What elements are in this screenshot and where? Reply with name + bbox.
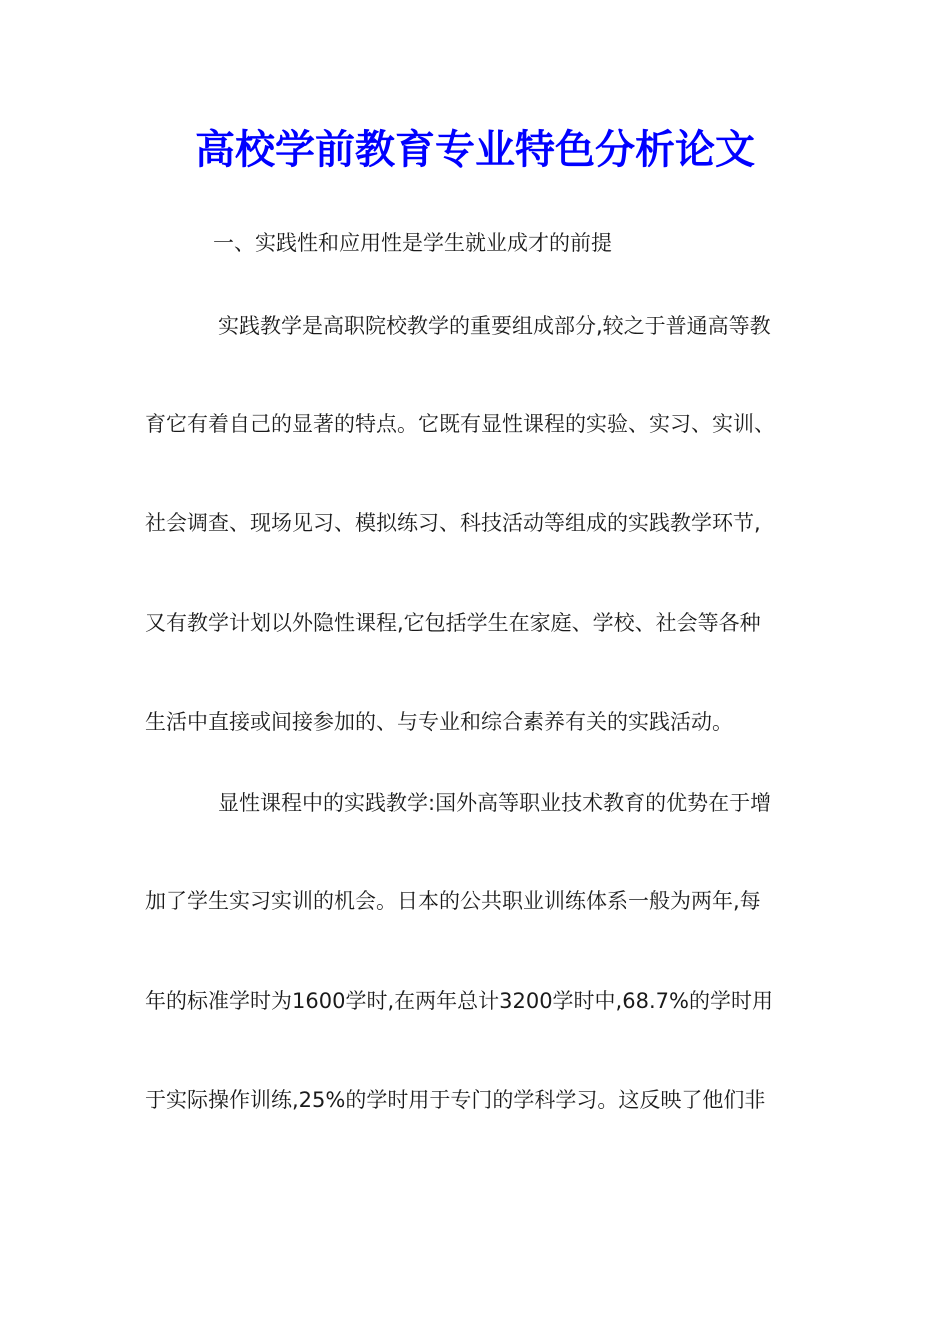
paragraph-2-line-2: 加了学生实习实训的机会。日本的公共职业训练体系一般为两年,每 <box>145 889 761 913</box>
paragraph-1-line-3: 社会调查、现场见习、模拟练习、科技活动等组成的实践教学环节, <box>145 511 761 535</box>
paragraph-1-line-5: 生活中直接或间接参加的、与专业和综合素养有关的实践活动。 <box>145 710 733 734</box>
paragraph-1-line-4: 又有教学计划以外隐性课程,它包括学生在家庭、学校、社会等各种 <box>145 611 761 635</box>
paragraph-2-line-3: 年的标准学时为1600学时,在两年总计3200学时中,68.7%的学时用 <box>145 989 773 1013</box>
section-heading: 一、实践性和应用性是学生就业成才的前提 <box>213 231 612 255</box>
document-title: 高校学前教育专业特色分析论文 <box>195 126 755 173</box>
paragraph-1-line-2: 育它有着自己的显著的特点。它既有显性课程的实验、实习、实训、 <box>145 412 775 436</box>
paragraph-2-line-4: 于实际操作训练,25%的学时用于专门的学科学习。这反映了他们非 <box>145 1088 766 1112</box>
paragraph-1-line-1: 实践教学是高职院校教学的重要组成部分,较之于普通高等教 <box>218 314 771 338</box>
paragraph-2-line-1: 显性课程中的实践教学:国外高等职业技术教育的优势在于增 <box>218 791 772 815</box>
